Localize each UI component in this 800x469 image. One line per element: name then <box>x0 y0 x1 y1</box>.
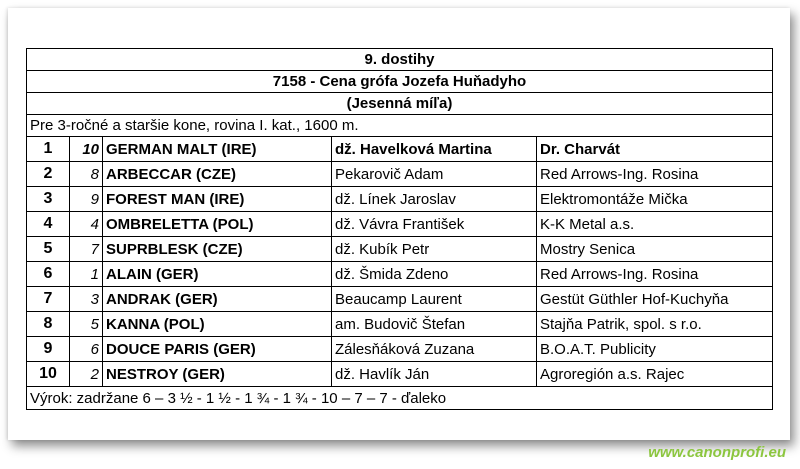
position-cell: 7 <box>27 287 70 312</box>
trainer-cell: Mostry Senica <box>537 237 773 262</box>
jockey-cell: dž. Línek Jaroslav <box>332 187 537 212</box>
horse-cell: ALAIN (GER) <box>103 262 332 287</box>
position-cell: 1 <box>27 137 70 162</box>
start-number-cell: 10 <box>70 137 103 162</box>
horse-cell: SUPRBLESK (CZE) <box>103 237 332 262</box>
jockey-cell: Zálesňáková Zuzana <box>332 337 537 362</box>
trainer-cell: Red Arrows-Ing. Rosina <box>537 262 773 287</box>
start-number-cell: 8 <box>70 162 103 187</box>
position-cell: 4 <box>27 212 70 237</box>
position-cell: 2 <box>27 162 70 187</box>
start-number-cell: 2 <box>70 362 103 387</box>
race-name: 7158 - Cena grófa Jozefa Huňadyho <box>27 71 773 93</box>
jockey-cell: dž. Havelková Martina <box>332 137 537 162</box>
start-number-cell: 9 <box>70 187 103 212</box>
table-row <box>27 137 773 162</box>
horse-cell: ANDRAK (GER) <box>103 287 332 312</box>
trainer-cell: B.O.A.T. Publicity <box>537 337 773 362</box>
position-cell: 3 <box>27 187 70 212</box>
watermark: www.canonprofi.eu <box>648 444 786 461</box>
horse-cell: ARBECCAR (CZE) <box>103 162 332 187</box>
jockey-cell: Pekarovič Adam <box>332 162 537 187</box>
table-row <box>27 362 773 387</box>
jockey-cell: am. Budovič Štefan <box>332 312 537 337</box>
table-row <box>27 287 773 312</box>
table-row <box>27 312 773 337</box>
margins-verdict: Výrok: zadržane 6 – 3 ½ - 1 ½ - 1 ¾ - 1 ¾ - 10 – 7 – 7 - ďaleko <box>27 387 773 410</box>
start-number-cell: 3 <box>70 287 103 312</box>
race-results-table <box>26 48 773 410</box>
race-subtitle: (Jesenná míľa) <box>27 93 773 115</box>
table-row <box>27 162 773 187</box>
table-row <box>27 187 773 212</box>
trainer-cell: K-K Metal a.s. <box>537 212 773 237</box>
table-row <box>27 337 773 362</box>
position-cell: 10 <box>27 362 70 387</box>
trainer-cell: Dr. Charvát <box>537 137 773 162</box>
horse-cell: KANNA (POL) <box>103 312 332 337</box>
trainer-cell: Stajňa Patrik, spol. s r.o. <box>537 312 773 337</box>
start-number-cell: 6 <box>70 337 103 362</box>
horse-cell: FOREST MAN (IRE) <box>103 187 332 212</box>
jockey-cell: dž. Šmida Zdeno <box>332 262 537 287</box>
horse-cell: DOUCE PARIS (GER) <box>103 337 332 362</box>
jockey-cell: dž. Vávra František <box>332 212 537 237</box>
table-row <box>27 237 773 262</box>
trainer-cell: Elektromontáže Mička <box>537 187 773 212</box>
horse-cell: OMBRELETTA (POL) <box>103 212 332 237</box>
horse-cell: GERMAN MALT (IRE) <box>103 137 332 162</box>
table-row <box>27 262 773 287</box>
position-cell: 5 <box>27 237 70 262</box>
trainer-cell: Red Arrows-Ing. Rosina <box>537 162 773 187</box>
jockey-cell: dž. Havlík Ján <box>332 362 537 387</box>
start-number-cell: 1 <box>70 262 103 287</box>
trainer-cell: Agroregión a.s. Rajec <box>537 362 773 387</box>
position-cell: 9 <box>27 337 70 362</box>
jockey-cell: Beaucamp Laurent <box>332 287 537 312</box>
start-number-cell: 5 <box>70 312 103 337</box>
table-row <box>27 212 773 237</box>
start-number-cell: 7 <box>70 237 103 262</box>
race-conditions: Pre 3-ročné a staršie kone, rovina I. kat., 1600 m. <box>27 115 773 137</box>
start-number-cell: 4 <box>70 212 103 237</box>
position-cell: 8 <box>27 312 70 337</box>
position-cell: 6 <box>27 262 70 287</box>
race-title: 9. dostihy <box>27 49 773 71</box>
jockey-cell: dž. Kubík Petr <box>332 237 537 262</box>
trainer-cell: Gestüt Güthler Hof-Kuchyňa <box>537 287 773 312</box>
horse-cell: NESTROY (GER) <box>103 362 332 387</box>
